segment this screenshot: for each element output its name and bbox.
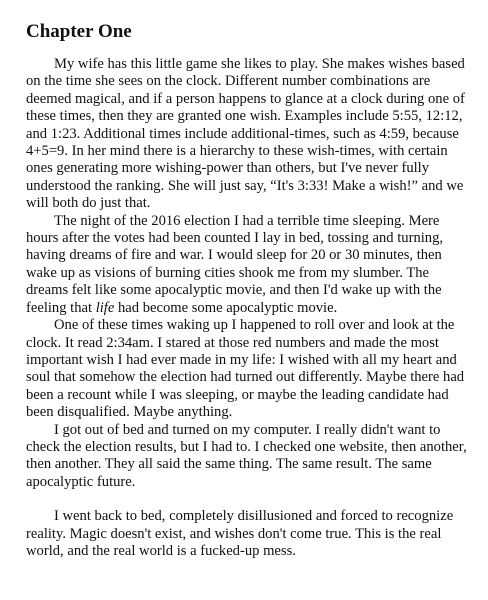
chapter-title: Chapter One (26, 21, 132, 42)
paragraph-election-night (26, 213, 474, 317)
chapter-body (26, 56, 474, 560)
emphasis-life: life (95, 299, 115, 316)
paragraph-checking-results: I got out of bed and turned on my computer. I really didn't want to check the election results, but I had to. I checked one website, then another, then another. They all said the same thing. The same result. The same apocalyptic future. (26, 421, 467, 490)
paragraph-disillusioned: I went back to bed, completely disillusioned and forced to recognize reality. Magic doesn't exist, and wishes don't come true. This is the real world, and the real world is a fucked-up mess. (26, 508, 454, 559)
paragraph-election-night-start: The night of the 2016 election I had a terrible time sleeping. Mere hours after the votes had been counted I lay in bed, tossing and turning, having dreams of fire and war. I would sleep for 20 or 30 minutes, then wake up as visions of burning cities shook me from my slumber. The dreams felt like some apocalyptic movie, and then I'd wake up with the feeling that (26, 212, 444, 316)
paragraph-election-night-end: had become some apocalyptic movie. (114, 299, 338, 316)
paragraph-the-wish: One of these times waking up I happened to roll over and look at the clock. It read 2:34am. I stared at those red numbers and made the most important wish I had ever made in my life: I wished with all my heart and soul that somehow the election had turned out differently. Maybe there had been a recount while I was sleeping, or maybe the leading candidate had been disqualified. Maybe anything. (26, 317, 465, 421)
paragraph-clock-wishes: My wife has this little game she likes to play. She makes wishes based on the time she sees on the clock. Different number combinations are deemed magical, and if a person happens to glance at a clock during one of these times, then they are granted one wish. Examples include 5:55, 12:12, and 1:23. Additional times include additional-times, such as 4:59, because 4+5=9. In her mind there is a hierarchy to these wish-times, with certain ones generating more wishing-power than others, but I've never fully understood the ranking. She will just say, “It's 3:33! Make a wish!” and we will both do just that. (26, 56, 465, 212)
